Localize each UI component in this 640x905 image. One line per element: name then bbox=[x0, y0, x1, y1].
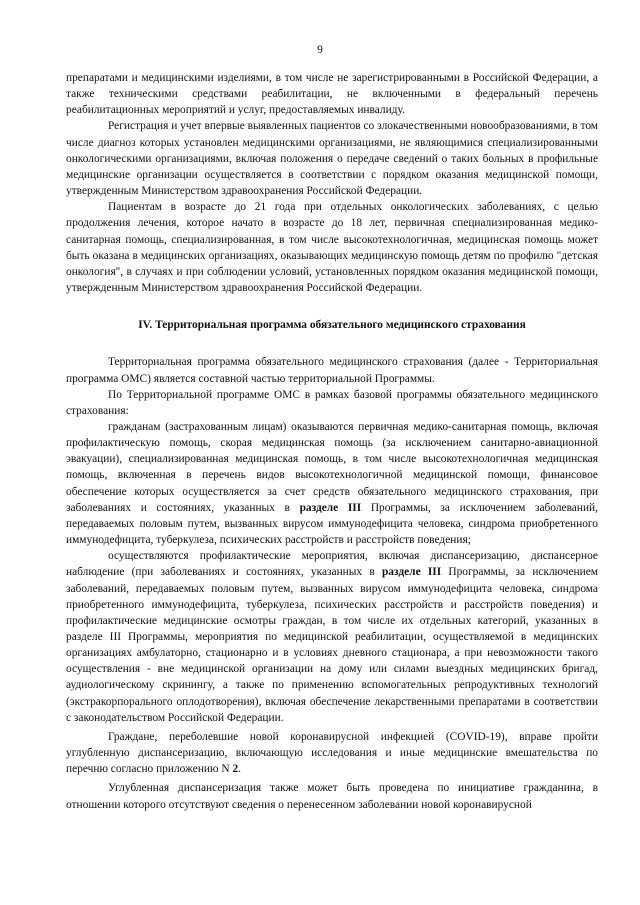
paragraph-cancer-registration: Регистрация и учет впервые выявленных пациентов со злокачественными новообразованиями, в том числе диагноз которых установлен медицинскими организациями, не являющимися специализированными онкологическими организациями, включая положения о передаче сведений о таких больных в профильные медицинские организации осуществляется в соответствии с порядком оказания медицинской помощи, утвержденным Министерством здравоохранения Российской Федерации. bbox=[66, 120, 599, 198]
paragraph-preventive-measures bbox=[66, 548, 598, 726]
text-segment: Программы, за исключением заболеваний, передаваемых половым путем, вызванных вирусом иммунодефицита человека, синдрома приобретенного иммунодефицита, туберкулеза, психических расстройств и расстройств поведения) и профилактические медицинские осмотры граждан, в том числе их отдельных категорий, указанных в разделе III Программы, мероприятия по медицинской реабилитации, осуществляемой в медицинских организациях амбулаторно, стационарно и в условиях дневного стационара, а при невозможности такого осуществления - вне медицинской организации на дому или силами выездных медицинских бригад, аудиологическому скринингу, а также по применению вспомогательных репродуктивных технологий (экстракорпорального оплодотворения), включая обеспечение лекарственными препаратами в соответствии с законодательством Российской Федерации. bbox=[66, 566, 599, 724]
paragraph-covid-dispensarization bbox=[66, 729, 598, 777]
section-title: IV. Территориальная программа обязательного медицинского страхования bbox=[138, 319, 526, 332]
paragraph-insured-care bbox=[66, 419, 598, 548]
page-number: 9 bbox=[317, 44, 323, 56]
text-segment: гражданам (застрахованным лицам) оказываются первичная медико-санитарная помощь, включая профилактическую помощь, скорая медицинская помощь (за исключением санитарно-авиационной эвакуации), специализированная медицинская помощь, в том числе высокотехнологичная медицинская помощь, включенная в перечень видов высокотехнологичной медицинской помощи, финансовое обеспечение которых осуществляется за счет средств обязательного медицинского страхования, при заболеваниях и состояниях, указанных в bbox=[66, 420, 598, 514]
appendix-reference-link[interactable]: 2 bbox=[232, 763, 239, 776]
section-reference-link[interactable]: разделе III bbox=[381, 566, 442, 579]
text-segment: Программы, за исключением заболеваний, передаваемых половым путем, вызванных вирусом иммунодефицита человека, синдрома приобретенного иммунодефицита, туберкулеза, психических расстройств и расстройств поведения; bbox=[66, 501, 598, 547]
paragraph-program-definition: Территориальная программа обязательного медицинского страхования (далее - Территориальная программа ОМС) является составной частью территориальной Программы. bbox=[66, 356, 598, 385]
paragraph-program-scope: По Территориальной программе ОМС в рамках базовой программы обязательного медицинского страхования: bbox=[66, 388, 598, 417]
paragraph-in-depth-dispensarization: Углубленная диспансеризация также может быть проведена по инициативе гражданина, в отношении которого отсутствуют сведения о перенесенном заболевании новой коронавирусной bbox=[66, 782, 598, 811]
text-segment: Граждане, переболевшие новой коронавирусной инфекцией (COVID-19), вправе пройти углубленную диспансеризацию, включающую исследования и иные медицинские вмешательства по перечню согласно приложению N bbox=[66, 730, 598, 776]
text-segment: . bbox=[238, 763, 242, 776]
paragraph-medical-devices: препаратами и медицинскими изделиями, в том числе не зарегистрированными в Российской Федерации, а также техническими средствами реабилитации, не включенными в федеральный перечень реабилитационных мероприятий и услуг, предоставляемых инвалиду. bbox=[66, 72, 598, 117]
section-reference-link[interactable]: разделе III bbox=[299, 501, 362, 514]
text-segment: осуществляются профилактические мероприятия, включая диспансеризацию, диспансерное наблюдение (при заболеваниях и состояниях, указанных в bbox=[66, 550, 598, 579]
document-body bbox=[66, 70, 598, 813]
paragraph-pediatric-oncology: Пациентам в возрасте до 21 года при отдельных онкологических заболеваниях, с целью продолжения лечения, которое начато в возрасте до 18 лет, первичная специализированная медико-санитарная помощь, специализированная, в том числе высокотехнологичная, медицинская помощь может быть оказана в медицинских организациях, оказывающих медицинскую помощь детям по профилю "детская онкология", в случаях и при соблюдении условий, установленных порядком оказания медицинской помощи, утвержденным Министерством здравоохранения Российской Федерации. bbox=[66, 201, 598, 295]
